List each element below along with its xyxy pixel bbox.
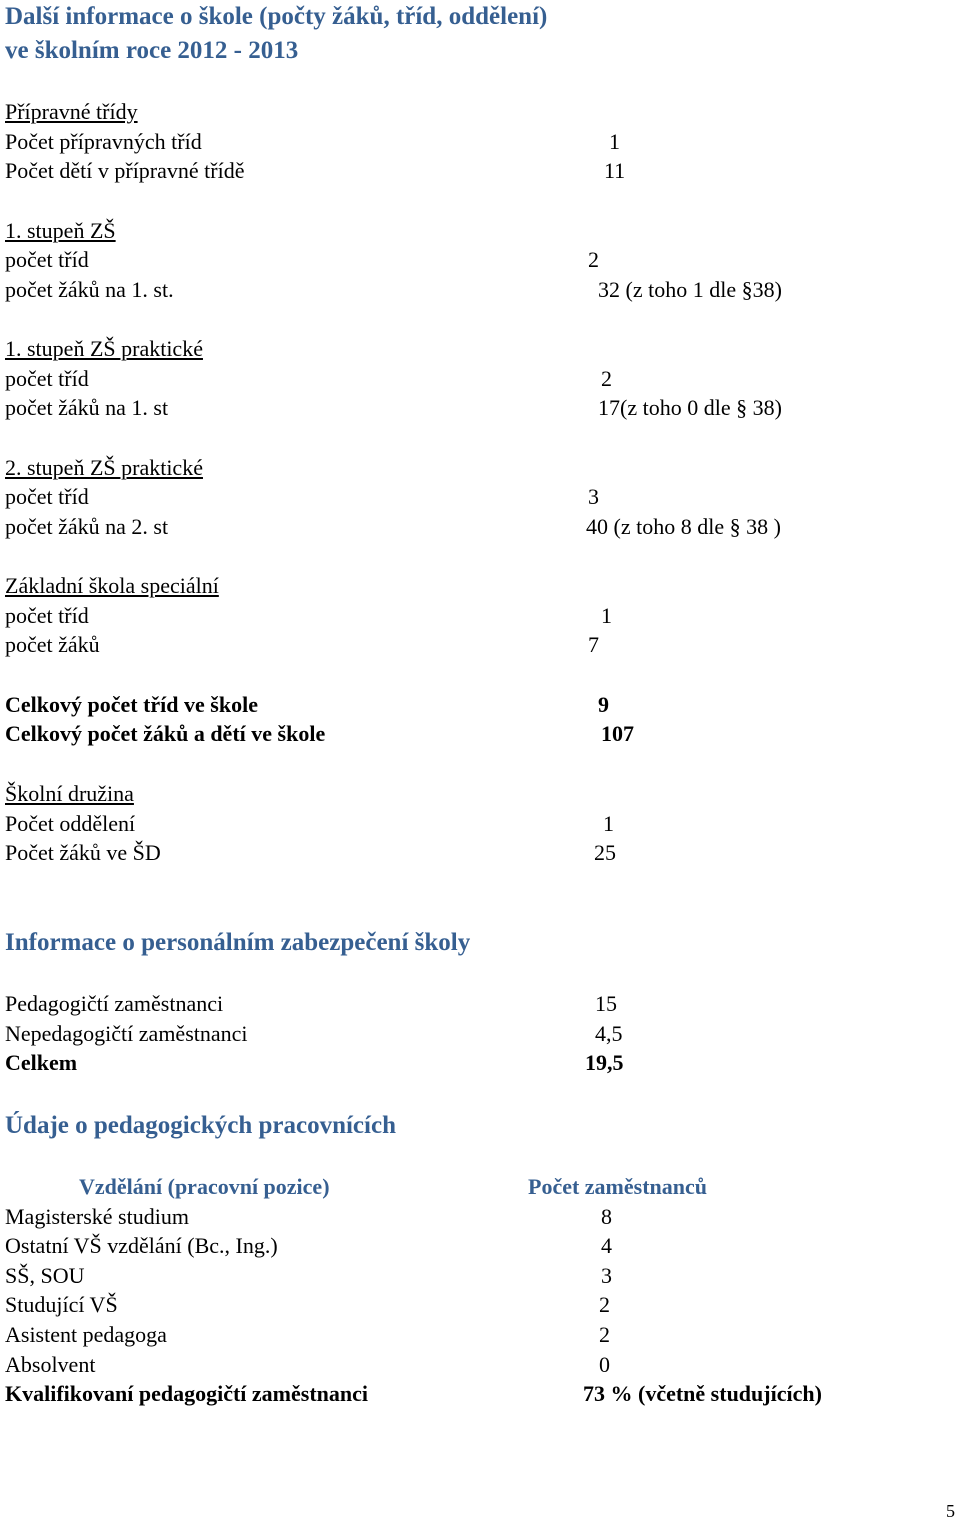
row-value: 25 xyxy=(594,840,616,865)
total-value: 19,5 xyxy=(585,1050,624,1075)
row-value: 15 xyxy=(595,991,617,1016)
section-heading-personal: Informace o personálním zabezpečení školy xyxy=(5,929,471,956)
row-label: počet tříd xyxy=(5,603,89,628)
table-row-label: Absolvent xyxy=(5,1352,96,1377)
total-label: Celkový počet tříd ve škole xyxy=(5,692,258,717)
table-row-value: 8 xyxy=(601,1204,612,1229)
section-heading-pripravne: Přípravné třídy xyxy=(5,99,138,124)
table-row-label: Ostatní VŠ vzdělání (Bc., Ing.) xyxy=(5,1233,278,1258)
table-row-label: Kvalifikovaní pedagogičtí zaměstnanci xyxy=(5,1381,368,1406)
total-value: 107 xyxy=(601,721,634,746)
column-header-education: Vzdělání (pracovní pozice) xyxy=(79,1174,330,1199)
row-value: 1 xyxy=(603,811,614,836)
page-title-line1: Další informace o škole (počty žáků, tříd, oddělení) xyxy=(5,3,548,30)
section-heading-stupen2-prakticke: 2. stupeň ZŠ praktické xyxy=(5,455,203,480)
row-label: počet tříd xyxy=(5,366,89,391)
table-row-value: 2 xyxy=(599,1322,610,1347)
row-label: Počet žáků ve ŠD xyxy=(5,840,161,865)
row-label: počet žáků na 1. st. xyxy=(5,277,174,302)
row-label: počet žáků na 2. st xyxy=(5,514,169,539)
table-row-label: Studující VŠ xyxy=(5,1292,118,1317)
table-row-value: 4 xyxy=(601,1233,612,1258)
total-label: Celkem xyxy=(5,1050,78,1075)
section-heading-ped: Údaje o pedagogických pracovnících xyxy=(5,1112,396,1139)
section-heading-sd: Školní družina xyxy=(5,781,134,806)
row-value: 1 xyxy=(609,129,620,154)
section-heading-stupen1-prakticke: 1. stupeň ZŠ praktické xyxy=(5,336,203,361)
table-row-label: Asistent pedagoga xyxy=(5,1322,167,1347)
row-label: počet žáků na 1. st xyxy=(5,395,169,420)
table-row-value: 3 xyxy=(601,1263,612,1288)
page-title-line2: ve školním roce 2012 - 2013 xyxy=(5,37,299,64)
row-label: počet žáků xyxy=(5,632,100,657)
row-value: 17(z toho 0 dle § 38) xyxy=(598,395,782,420)
table-row-value: 2 xyxy=(599,1292,610,1317)
row-value: 7 xyxy=(588,632,599,657)
row-label: Počet přípravných tříd xyxy=(5,129,202,154)
row-label: počet tříd xyxy=(5,247,89,272)
row-value: 11 xyxy=(604,158,626,183)
table-row-label: SŠ, SOU xyxy=(5,1263,85,1288)
section-heading-stupen1: 1. stupeň ZŠ xyxy=(5,218,116,243)
row-value: 1 xyxy=(601,603,612,628)
table-row-label: Magisterské studium xyxy=(5,1204,189,1229)
row-label: Počet oddělení xyxy=(5,811,136,836)
row-value: 2 xyxy=(601,366,612,391)
row-value: 4,5 xyxy=(595,1021,623,1046)
row-value: 2 xyxy=(588,247,599,272)
total-value: 9 xyxy=(598,692,609,717)
table-row-value: 73 % (včetně studujících) xyxy=(583,1381,822,1406)
row-label: Pedagogičtí zaměstnanci xyxy=(5,991,224,1016)
row-value: 3 xyxy=(588,484,599,509)
section-heading-zss: Základní škola speciální xyxy=(5,573,219,598)
total-label: Celkový počet žáků a dětí ve škole xyxy=(5,721,326,746)
row-label: Nepedagogičtí zaměstnanci xyxy=(5,1021,248,1046)
page-number: 5 xyxy=(946,1501,955,1521)
row-value: 40 (z toho 8 dle § 38 ) xyxy=(586,514,781,539)
column-header-count: Počet zaměstnanců xyxy=(528,1174,708,1199)
row-label: Počet dětí v přípravné třídě xyxy=(5,158,245,183)
row-label: počet tříd xyxy=(5,484,89,509)
table-row-value: 0 xyxy=(599,1352,610,1377)
row-value: 32 (z toho 1 dle §38) xyxy=(598,277,782,302)
